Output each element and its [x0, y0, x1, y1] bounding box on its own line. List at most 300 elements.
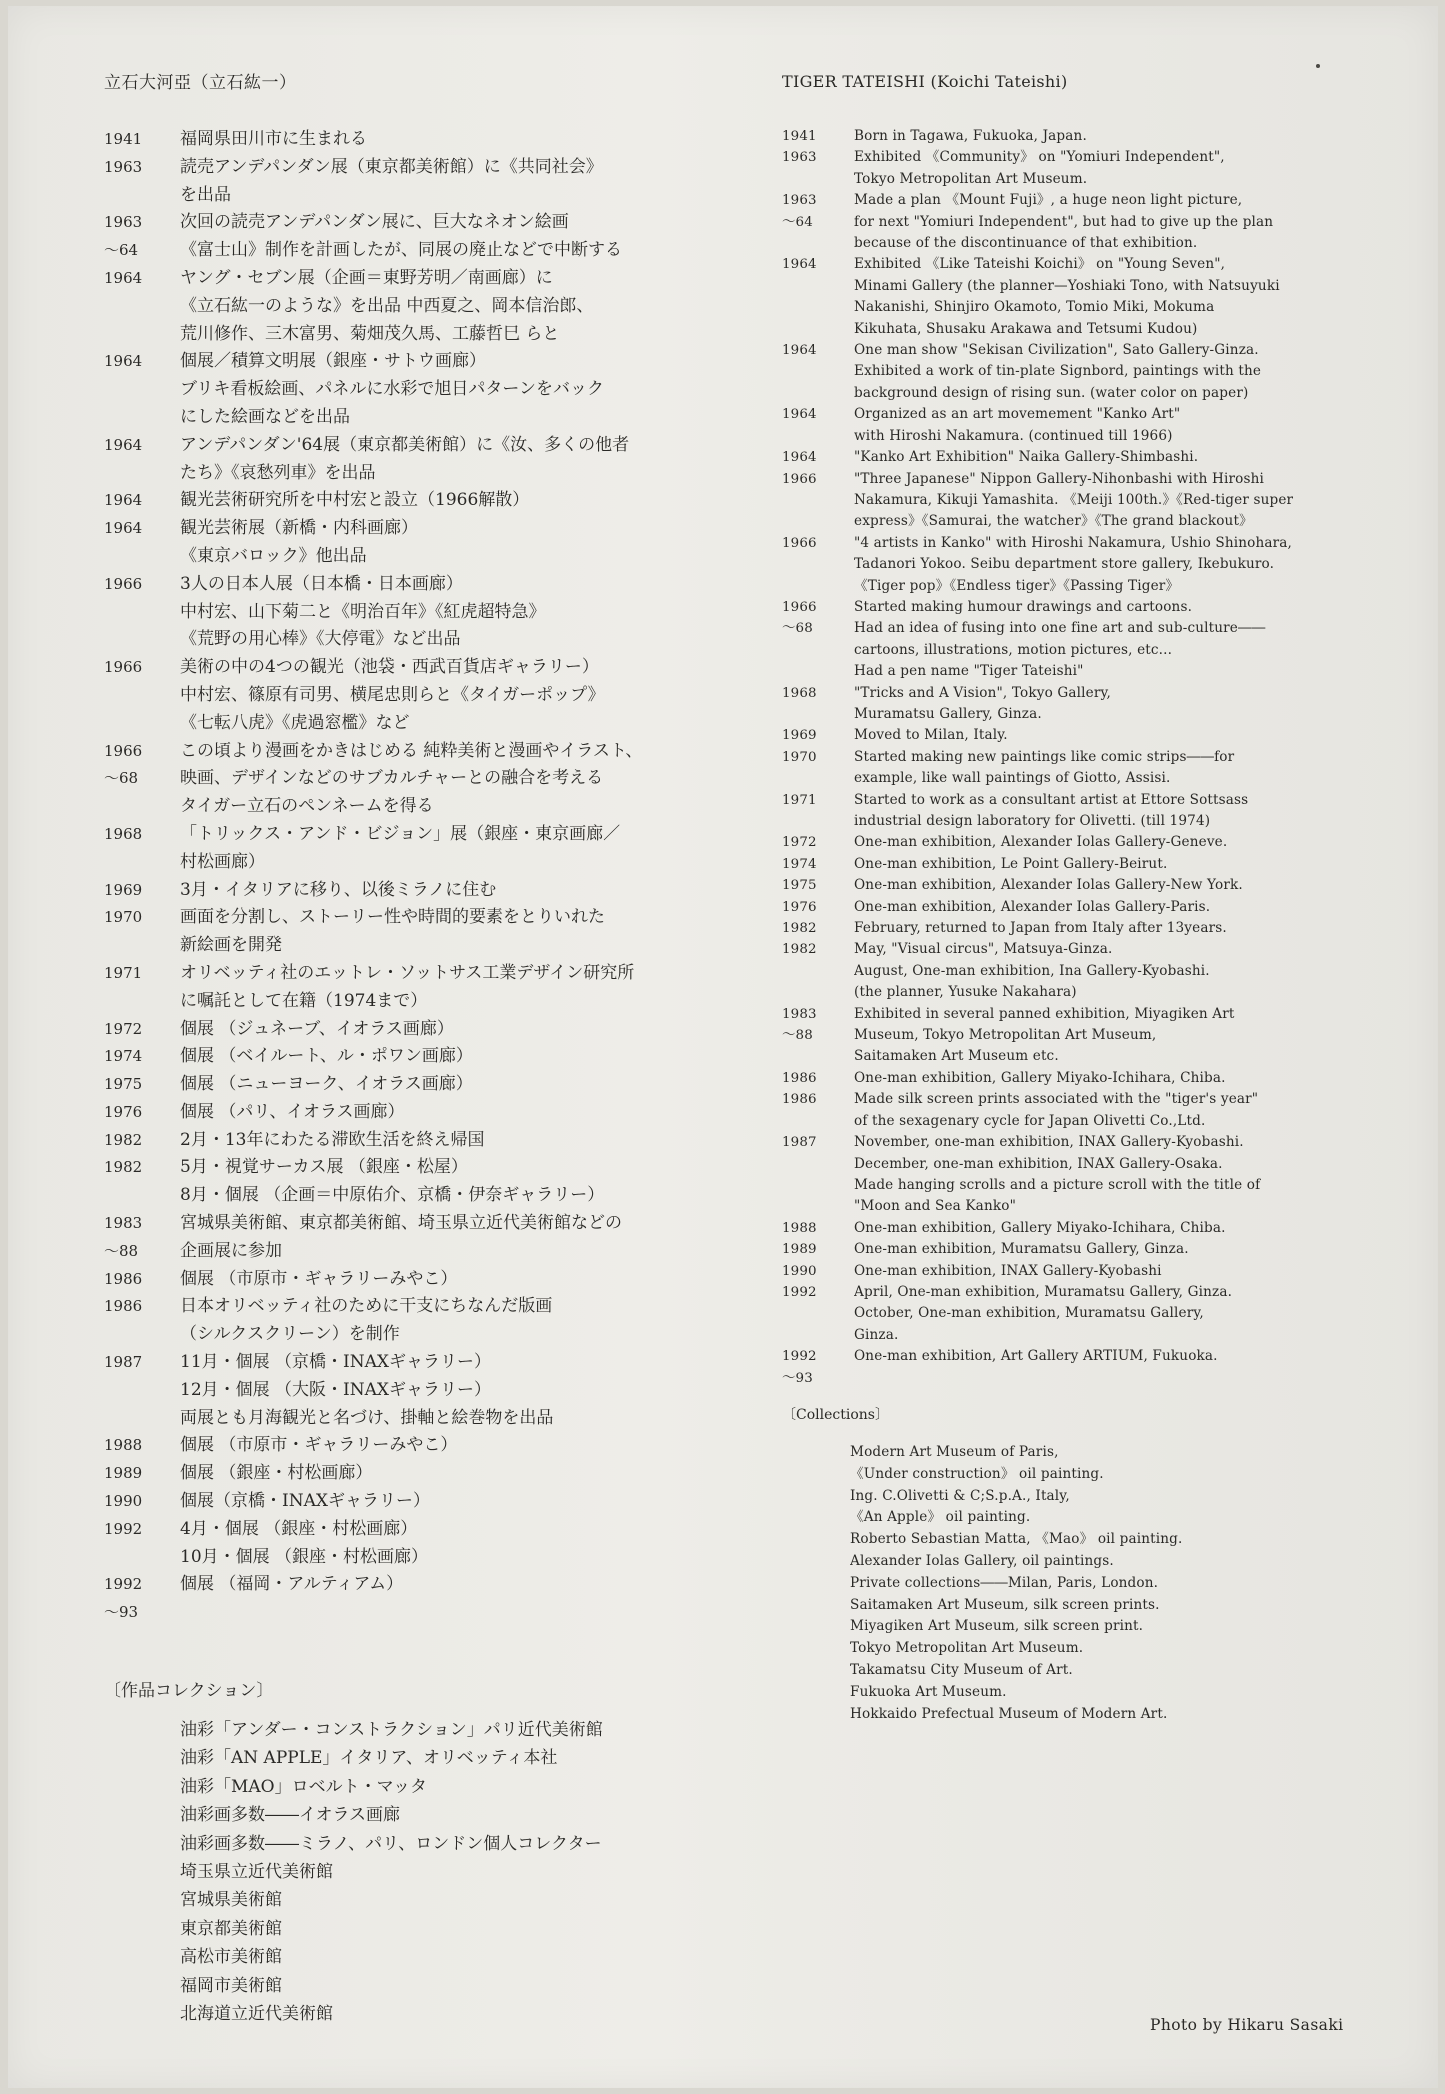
- timeline-line: "Tricks and A Vision", Tokyo Gallery,: [854, 684, 1111, 701]
- timeline-line: Made silk screen prints associated with the "tiger's year": [854, 1091, 1259, 1108]
- timeline-line: 村松画廊）: [180, 851, 265, 872]
- timeline-year: 1990: [104, 1492, 143, 1511]
- timeline-description: [854, 469, 1412, 533]
- timeline-entry: [104, 515, 744, 571]
- timeline-line: (the planner, Yusuke Nakahara): [854, 984, 1077, 1001]
- timeline-line: ブリキ看板絵画、パネルに水彩で旭日パターンをバック: [180, 379, 604, 400]
- timeline-entry: [782, 1068, 1412, 1089]
- timeline-line: One-man exhibition, INAX Gallery-Kyobashi: [854, 1262, 1162, 1279]
- timeline-entry: [104, 877, 744, 905]
- timeline-line: February, returned to Japan from Italy after 13years.: [854, 920, 1227, 937]
- timeline-line: Made hanging scrolls and a picture scroll with the title of: [854, 1176, 1261, 1193]
- collection-item: Roberto Sebastian Matta, 《Mao》 oil painting.: [850, 1531, 1183, 1548]
- timeline-line: 企画展に参加: [180, 1240, 282, 1261]
- timeline-line: Nakamura, Kikuji Yamashita. 《Meiji 100th.》《Red-tiger super: [854, 491, 1294, 508]
- timeline-description: [854, 533, 1412, 597]
- timeline-description: [180, 154, 744, 210]
- timeline-entry: [782, 1132, 1412, 1218]
- timeline-line: 2月・13年にわたる滞欧生活を終え帰国: [180, 1129, 485, 1150]
- timeline-entry: [782, 683, 1412, 726]
- artist-name-english: TIGER TATEISHI (Koichi Tateishi): [782, 72, 1068, 91]
- timeline-entry: [104, 1460, 744, 1488]
- photo-credit: Photo by Hikaru Sasaki: [1150, 2016, 1344, 2034]
- timeline-year: 1972: [104, 1019, 143, 1038]
- timeline-entry: [104, 738, 744, 821]
- timeline-line: 《Tiger pop》《Endless tiger》《Passing Tiger》: [854, 577, 1180, 594]
- timeline-entry: [104, 571, 744, 654]
- timeline-line: example, like wall paintings of Giotto, Assisi.: [854, 770, 1171, 787]
- timeline-description: [180, 1154, 744, 1210]
- timeline-year: 1974: [782, 856, 817, 872]
- timeline-line: ヤング・セブン展（企画＝東野芳明／南画廊）に: [180, 267, 553, 288]
- timeline-line: 次回の読売アンデパンダン展に、巨大なネオン絵画: [180, 212, 569, 233]
- collections-heading-english: 〔Collections〕: [782, 1407, 889, 1423]
- timeline-line: One-man exhibition, Gallery Miyako-Ichihara, Chiba.: [854, 1219, 1226, 1236]
- timeline-description: [180, 1127, 744, 1155]
- timeline-description: [180, 1043, 744, 1071]
- timeline-entry: [104, 1043, 744, 1071]
- timeline-description: [854, 147, 1412, 190]
- collection-item: Modern Art Museum of Paris,: [850, 1444, 1059, 1460]
- timeline-line: アンデパンダン'64展（東京都美術館）に《汝、多くの他者: [180, 434, 630, 455]
- timeline-description: [854, 340, 1412, 404]
- timeline-line: Exhibited 《Like Tateishi Koichi》 on "Young Seven",: [854, 256, 1226, 273]
- timeline-line: April, One-man exhibition, Muramatsu Gallery, Ginza.: [854, 1283, 1233, 1300]
- timeline-description: [854, 1239, 1412, 1260]
- timeline-line: of the sexagenary cycle for Japan Olivetti Co.,Ltd.: [854, 1112, 1206, 1129]
- timeline-description: [854, 725, 1412, 746]
- timeline-line: 3人の日本人展（日本橋・日本画廊）: [180, 573, 463, 594]
- timeline-year: 1987: [104, 1353, 143, 1372]
- timeline-entry: [782, 1004, 1412, 1068]
- timeline-line: 《東京バロック》他出品: [180, 545, 367, 566]
- timeline-line: 8月・個展 （企画＝中原佑介、京橋・伊奈ギャラリー）: [180, 1185, 605, 1206]
- timeline-line: One-man exhibition, Art Gallery ARTIUM, Fukuoka.: [854, 1348, 1218, 1365]
- timeline-description: [854, 447, 1412, 468]
- timeline-description: [854, 854, 1412, 875]
- timeline-line: 4月・個展 （銀座・村松画廊）: [180, 1518, 418, 1539]
- timeline-entry: [104, 1571, 744, 1627]
- timeline-line: Made a plan 《Mount Fuji》, a huge neon light picture,: [854, 192, 1243, 209]
- timeline-year: 1983 〜88: [104, 1214, 143, 1260]
- timeline-line: Started making new paintings like comic strips――for: [854, 748, 1235, 765]
- timeline-line: Nakanishi, Shinjiro Okamoto, Tomio Miki, Mokuma: [854, 299, 1215, 316]
- collection-item: 《Under construction》 oil painting.: [850, 1465, 1104, 1482]
- timeline-entry: [782, 854, 1412, 875]
- timeline-description: [180, 1099, 744, 1127]
- timeline-entry: [104, 1293, 744, 1349]
- collection-item: Hokkaido Prefectual Museum of Modern Art.: [850, 1705, 1168, 1722]
- collection-item: 埼玉県立近代美術館: [180, 1862, 333, 1883]
- timeline-line: industrial design laboratory for Olivetti. (till 1974): [854, 813, 1211, 829]
- timeline-line: 3月・イタリアに移り、以後ミラノに住む: [180, 879, 497, 900]
- timeline-line: Saitamaken Art Museum etc.: [854, 1048, 1059, 1065]
- timeline-description: [854, 190, 1412, 254]
- timeline-entry: [782, 918, 1412, 939]
- timeline-entry: [104, 1071, 744, 1099]
- timeline-line: Kikuhata, Shusaku Arakawa and Tetsumi Kudou): [854, 320, 1198, 337]
- timeline-line: 宮城県美術館、東京都美術館、埼玉県立近代美術館などの: [180, 1213, 622, 1234]
- timeline-description: [180, 1210, 744, 1266]
- timeline-line: 読売アンデパンダン展（東京都美術館）に《共同社会》: [180, 156, 603, 177]
- timeline-description: [180, 515, 744, 571]
- timeline-entry: [104, 487, 744, 515]
- timeline-year: 1963: [782, 150, 817, 166]
- timeline-entry: [782, 404, 1412, 447]
- timeline-description: [180, 571, 744, 654]
- timeline-year: 1969: [782, 728, 817, 744]
- timeline-line: with Hiroshi Nakamura. (continued till 1966): [854, 427, 1173, 444]
- timeline-entry: [782, 254, 1412, 340]
- timeline-year: 1964: [104, 435, 143, 454]
- timeline-year: 1988: [104, 1436, 143, 1455]
- timeline-entry: [104, 1016, 744, 1044]
- timeline-line: 観光芸術展（新橋・内科画廊）: [180, 518, 418, 539]
- timeline-description: [854, 1261, 1412, 1282]
- collection-item: 高松市美術館: [180, 1947, 282, 1968]
- timeline-line: 個展 （ニューヨーク、イオラス画廊）: [180, 1074, 473, 1095]
- timeline-line: 日本オリベッティ社のために干支にちなんだ版画: [180, 1296, 553, 1317]
- timeline-description: [854, 897, 1412, 918]
- timeline-year: 1974: [104, 1047, 143, 1066]
- timeline-year: 1966: [104, 658, 143, 677]
- timeline-description: [180, 1432, 744, 1460]
- timeline-line: Exhibited in several panned exhibition, Miyagiken Art: [854, 1005, 1235, 1022]
- timeline-line: 《富士山》制作を計画したが、同展の廃止などで中断する: [180, 240, 622, 261]
- timeline-line: express》《Samurai, the watcher》《The grand blackout》: [854, 513, 1253, 530]
- collections-list-english: [850, 1442, 1182, 1725]
- collection-item: Tokyo Metropolitan Art Museum.: [850, 1640, 1084, 1657]
- timeline-year: 1966: [104, 574, 143, 593]
- timeline-line: 個展／積算文明展（銀座・サトウ画廊）: [180, 351, 486, 372]
- collection-item: 油彩画多数――イオラス画廊: [180, 1805, 400, 1826]
- timeline-entry: [782, 1282, 1412, 1346]
- timeline-description: [180, 432, 744, 488]
- timeline-year: 1969: [104, 880, 143, 899]
- timeline-description: [180, 738, 744, 821]
- document-page: [8, 6, 1438, 2088]
- timeline-line: background design of rising sun. (water color on paper): [854, 384, 1249, 401]
- timeline-entry: [782, 939, 1412, 1003]
- timeline-description: [854, 875, 1412, 896]
- timeline-description: [854, 1068, 1412, 1089]
- timeline-year: 1983 〜88: [782, 1006, 817, 1044]
- timeline-entry: [104, 1516, 744, 1572]
- timeline-line: 画面を分割し、ストーリー性や時間的要素をとりいれた: [180, 907, 605, 928]
- collection-item: 《An Apple》 oil painting.: [850, 1509, 1031, 1526]
- timeline-entry: [782, 340, 1412, 404]
- timeline-year: 1986: [104, 1269, 143, 1288]
- timeline-year: 1982: [104, 1158, 143, 1177]
- timeline-line: （シルクスクリーン）を制作: [180, 1324, 400, 1345]
- timeline-year: 1976: [782, 899, 817, 915]
- timeline-description: [180, 1571, 744, 1627]
- timeline-year: 1964: [782, 257, 817, 273]
- timeline-description: [180, 348, 744, 431]
- timeline-description: [854, 1004, 1412, 1068]
- timeline-japanese: [104, 126, 744, 1627]
- timeline-year: 1992: [104, 1519, 143, 1538]
- timeline-description: [180, 126, 744, 154]
- timeline-year: 1987: [782, 1135, 817, 1151]
- timeline-year: 1966 〜68: [782, 599, 817, 637]
- timeline-year: 1963 〜64: [104, 213, 143, 260]
- timeline-line: 「トリックス・アンド・ビジョン」展（銀座・東京画廊／: [180, 823, 621, 844]
- timeline-line: November, one-man exhibition, INAX Gallery-Kyobashi.: [854, 1134, 1244, 1151]
- timeline-entry: [104, 654, 744, 737]
- timeline-line: One-man exhibition, Alexander Iolas Gallery-Paris.: [854, 898, 1211, 915]
- timeline-year: 1966 〜68: [104, 741, 143, 788]
- timeline-english: [782, 126, 1412, 1389]
- timeline-description: [854, 1282, 1412, 1346]
- timeline-line: One-man exhibition, Alexander Iolas Gallery-Geneve.: [854, 834, 1228, 851]
- timeline-year: 1964: [104, 352, 143, 371]
- timeline-line: Museum, Tokyo Metropolitan Art Museum,: [854, 1027, 1157, 1044]
- timeline-line: Exhibited 《Community》 on "Yomiuri Independent",: [854, 149, 1225, 166]
- collection-item: Miyagiken Art Museum, silk screen print.: [850, 1618, 1144, 1635]
- timeline-year: 1968: [104, 824, 143, 843]
- timeline-entry: [104, 154, 744, 210]
- timeline-line: Moved to Milan, Italy.: [854, 727, 1008, 744]
- timeline-line: 中村宏、篠原有司男、横尾忠則らと《タイガーポップ》: [180, 684, 605, 705]
- timeline-line: 10月・個展 （銀座・村松画廊）: [180, 1546, 429, 1567]
- timeline-description: [854, 1218, 1412, 1239]
- timeline-year: 1970: [782, 749, 817, 765]
- timeline-line: 個展（京橋・INAXギャラリー）: [180, 1491, 430, 1512]
- timeline-line: Started making humour drawings and cartoons.: [854, 598, 1193, 615]
- timeline-line: Muramatsu Gallery, Ginza.: [854, 705, 1042, 722]
- timeline-line: 両展とも月海観光と名づけ、掛軸と絵巻物を出品: [180, 1407, 554, 1428]
- collections-list-japanese: [180, 1716, 603, 2028]
- collection-item: 北海道立近代美術館: [180, 2004, 333, 2025]
- timeline-year: 1966: [782, 471, 817, 487]
- timeline-entry: [104, 1154, 744, 1210]
- timeline-description: [180, 487, 744, 515]
- timeline-description: [854, 404, 1412, 447]
- timeline-year: 1992 〜93: [104, 1575, 143, 1622]
- timeline-description: [180, 1349, 744, 1432]
- timeline-description: [854, 1089, 1412, 1132]
- collection-item: Fukuoka Art Museum.: [850, 1683, 1007, 1700]
- timeline-line: Exhibited a work of tin-plate Signbord, paintings with the: [854, 363, 1262, 380]
- timeline-description: [854, 747, 1412, 790]
- collection-item: 油彩「AN APPLE」イタリア、オリベッティ本社: [180, 1748, 558, 1769]
- timeline-line: "4 artists in Kanko" with Hiroshi Nakamura, Ushio Shinohara,: [854, 534, 1293, 551]
- collection-item: Alexander Iolas Gallery, oil paintings.: [850, 1552, 1114, 1569]
- timeline-line: One-man exhibition, Muramatsu Gallery, Ginza.: [854, 1241, 1189, 1258]
- timeline-year: 1986: [782, 1070, 817, 1086]
- collection-item: Ing. C.Olivetti & C;S.p.A., Italy,: [850, 1487, 1070, 1504]
- timeline-line: たち》《哀愁列車》を出品: [180, 462, 376, 483]
- timeline-line: for next "Yomiuri Independent", but had to give up the plan: [854, 213, 1274, 230]
- timeline-year: 1992 〜93: [782, 1349, 817, 1386]
- timeline-description: [854, 254, 1412, 340]
- timeline-description: [180, 904, 744, 960]
- timeline-line: オリベッティ社のエットレ・ソットサス工業デザイン研究所: [180, 962, 635, 983]
- timeline-entry: [782, 190, 1412, 254]
- timeline-line: 個展 （市原市・ギャラリーみやこ）: [180, 1435, 458, 1456]
- timeline-description: [854, 918, 1412, 939]
- timeline-description: [180, 1266, 744, 1294]
- timeline-description: [180, 265, 744, 348]
- timeline-entry: [782, 1218, 1412, 1239]
- timeline-line: 荒川修作、三木富男、菊畑茂久馬、工藤哲巳 らと: [180, 323, 560, 344]
- timeline-entry: [104, 1210, 744, 1266]
- timeline-line: "Moon and Sea Kanko": [854, 1198, 1016, 1215]
- timeline-entry: [782, 147, 1412, 190]
- timeline-year: 1982: [104, 1130, 143, 1149]
- timeline-entry: [782, 447, 1412, 468]
- timeline-entry: [104, 1099, 744, 1127]
- timeline-entry: [782, 747, 1412, 790]
- timeline-line: 個展 （銀座・村松画廊）: [180, 1463, 373, 1484]
- timeline-line: August, One-man exhibition, Ina Gallery-Kyobashi.: [854, 962, 1210, 979]
- timeline-year: 1986: [104, 1297, 143, 1316]
- timeline-year: 1976: [104, 1102, 143, 1121]
- timeline-line: 福岡県田川市に生まれる: [180, 129, 367, 149]
- timeline-description: [180, 877, 744, 905]
- timeline-entry: [782, 875, 1412, 896]
- timeline-entry: [104, 1127, 744, 1155]
- collections-heading-japanese: 〔作品コレクション〕: [104, 1681, 274, 1701]
- timeline-line: 観光芸術研究所を中村宏と設立（1966解散）: [180, 490, 530, 511]
- timeline-line: Tadanori Yokoo. Seibu department store gallery, Ikebukuro.: [854, 556, 1275, 573]
- timeline-year: 1971: [104, 963, 143, 982]
- timeline-entry: [104, 1432, 744, 1460]
- timeline-entry: [104, 348, 744, 431]
- timeline-entry: [104, 1488, 744, 1516]
- collection-item: 宮城県美術館: [180, 1890, 282, 1911]
- timeline-year: 1988: [782, 1220, 817, 1236]
- timeline-description: [180, 654, 744, 737]
- timeline-line: 《立石紘一のような》を出品 中西夏之、岡本信治郎、: [180, 295, 594, 316]
- timeline-line: この頃より漫画をかきはじめる 純粋美術と漫画やイラスト、: [180, 740, 643, 761]
- timeline-entry: [782, 1089, 1412, 1132]
- timeline-year: 1982: [782, 921, 817, 937]
- timeline-line: 映画、デザインなどのサブカルチャーとの融合を考える: [180, 768, 604, 789]
- timeline-line: May, "Visual circus", Matsuya-Ginza.: [854, 941, 1113, 958]
- timeline-line: Born in Tagawa, Fukuoka, Japan.: [854, 128, 1087, 144]
- paper-speck: [1316, 64, 1320, 68]
- timeline-entry: [782, 1346, 1412, 1389]
- timeline-year: 1941: [782, 129, 817, 144]
- timeline-entry: [782, 1261, 1412, 1282]
- timeline-description: [854, 939, 1412, 1003]
- timeline-line: because of the discontinuance of that exhibition.: [854, 235, 1198, 252]
- timeline-line: December, one-man exhibition, INAX Gallery-Osaka.: [854, 1155, 1223, 1172]
- artist-name-japanese: 立石大河亞（立石紘一）: [104, 73, 297, 93]
- collection-item: 油彩「アンダー・コンストラクション」パリ近代美術館: [180, 1720, 603, 1740]
- timeline-year: 1990: [782, 1263, 817, 1279]
- timeline-line: 新絵画を開発: [180, 935, 282, 956]
- timeline-description: [854, 683, 1412, 726]
- timeline-line: 個展 （福岡・アルティアム）: [180, 1574, 404, 1595]
- timeline-line: にした絵画などを出品: [180, 406, 350, 427]
- timeline-entry: [782, 790, 1412, 833]
- timeline-entry: [104, 1266, 744, 1294]
- timeline-description: [854, 1132, 1412, 1218]
- timeline-entry: [782, 1239, 1412, 1260]
- timeline-line: Started to work as a consultant artist at Ettore Sottsass: [854, 791, 1249, 808]
- timeline-entry: [782, 533, 1412, 597]
- collection-item: Takamatsu City Museum of Art.: [850, 1661, 1073, 1678]
- timeline-line: 《荒野の用心棒》《大停電》など出品: [180, 629, 461, 650]
- timeline-year: 1964: [782, 343, 817, 359]
- timeline-line: Organized as an art movemement "Kanko Art": [854, 406, 1181, 423]
- collection-item: 油彩「MAO」ロベルト・マッタ: [180, 1776, 427, 1797]
- timeline-line: タイガー立石のペンネームを得る: [180, 796, 434, 817]
- timeline-line: Had an idea of fusing into one fine art and sub-culture――: [854, 620, 1266, 637]
- timeline-line: Ginza.: [854, 1326, 899, 1343]
- timeline-year: 1968: [782, 685, 817, 701]
- timeline-description: [180, 1293, 744, 1349]
- timeline-description: [854, 126, 1412, 147]
- timeline-year: 1970: [104, 908, 143, 927]
- timeline-year: 1941: [104, 130, 143, 148]
- timeline-year: 1975: [104, 1075, 143, 1094]
- timeline-line: 美術の中の4つの観光（池袋・西武百貨店ギャラリー）: [180, 657, 599, 678]
- timeline-entry: [104, 126, 744, 154]
- timeline-line: 11月・個展 （京橋・INAXギャラリー）: [180, 1352, 492, 1373]
- timeline-description: [854, 832, 1412, 853]
- timeline-entry: [104, 821, 744, 877]
- timeline-description: [180, 1016, 744, 1044]
- timeline-entry: [782, 832, 1412, 853]
- timeline-description: [180, 1516, 744, 1572]
- timeline-line: "Kanko Art Exhibition" Naika Gallery-Shimbashi.: [854, 449, 1199, 466]
- timeline-entry: [104, 960, 744, 1016]
- timeline-year: 1992: [782, 1284, 817, 1300]
- timeline-year: 1964: [104, 268, 143, 287]
- timeline-line: Minami Gallery (the planner—Yoshiaki Tono, with Natsuyuki: [854, 277, 1280, 294]
- timeline-line: One-man exhibition, Alexander Iolas Gallery-New York.: [854, 877, 1243, 894]
- timeline-year: 1964: [104, 519, 143, 538]
- timeline-line: 個展 （ジュネーブ、イオラス画廊）: [180, 1018, 454, 1039]
- timeline-year: 1989: [782, 1242, 817, 1258]
- timeline-year: 1989: [104, 1464, 143, 1483]
- timeline-year: 1963 〜64: [782, 193, 817, 230]
- timeline-line: 12月・個展 （大阪・INAXギャラリー）: [180, 1379, 492, 1400]
- timeline-line: "Three Japanese" Nippon Gallery-Nihonbashi with Hiroshi: [854, 470, 1264, 487]
- timeline-description: [854, 790, 1412, 833]
- timeline-entry: [104, 904, 744, 960]
- timeline-line: One-man exhibition, Gallery Miyako-Ichihara, Chiba.: [854, 1069, 1226, 1086]
- collection-item: Private collections――Milan, Paris, London.: [850, 1574, 1159, 1591]
- collection-item: 福岡市美術館: [180, 1975, 282, 1996]
- timeline-entry: [782, 897, 1412, 918]
- timeline-entry: [782, 597, 1412, 683]
- timeline-line: 《七転八虎》《虎過窓檻》など: [180, 712, 410, 733]
- timeline-entry: [104, 432, 744, 488]
- collection-item: 油彩画多数――ミラノ、パリ、ロンドン個人コレクター: [180, 1833, 602, 1854]
- timeline-entry: [782, 725, 1412, 746]
- timeline-year: 1963: [104, 157, 143, 176]
- timeline-line: Tokyo Metropolitan Art Museum.: [854, 170, 1088, 187]
- timeline-entry: [782, 469, 1412, 533]
- timeline-description: [180, 960, 744, 1016]
- timeline-year: 1964: [782, 450, 817, 466]
- timeline-year: 1964: [782, 407, 817, 423]
- timeline-line: Had a pen name "Tiger Tateishi": [854, 663, 1084, 680]
- timeline-line: に嘱託として在籍（1974まで）: [180, 990, 428, 1011]
- collection-item: 東京都美術館: [180, 1918, 282, 1939]
- timeline-line: One man show "Sekisan Civilization", Sato Gallery-Ginza.: [854, 342, 1259, 359]
- timeline-line: October, One-man exhibition, Muramatsu Gallery,: [854, 1305, 1204, 1322]
- timeline-year: 1982: [782, 942, 817, 958]
- timeline-description: [180, 821, 744, 877]
- timeline-entry: [104, 209, 744, 265]
- timeline-description: [854, 597, 1412, 683]
